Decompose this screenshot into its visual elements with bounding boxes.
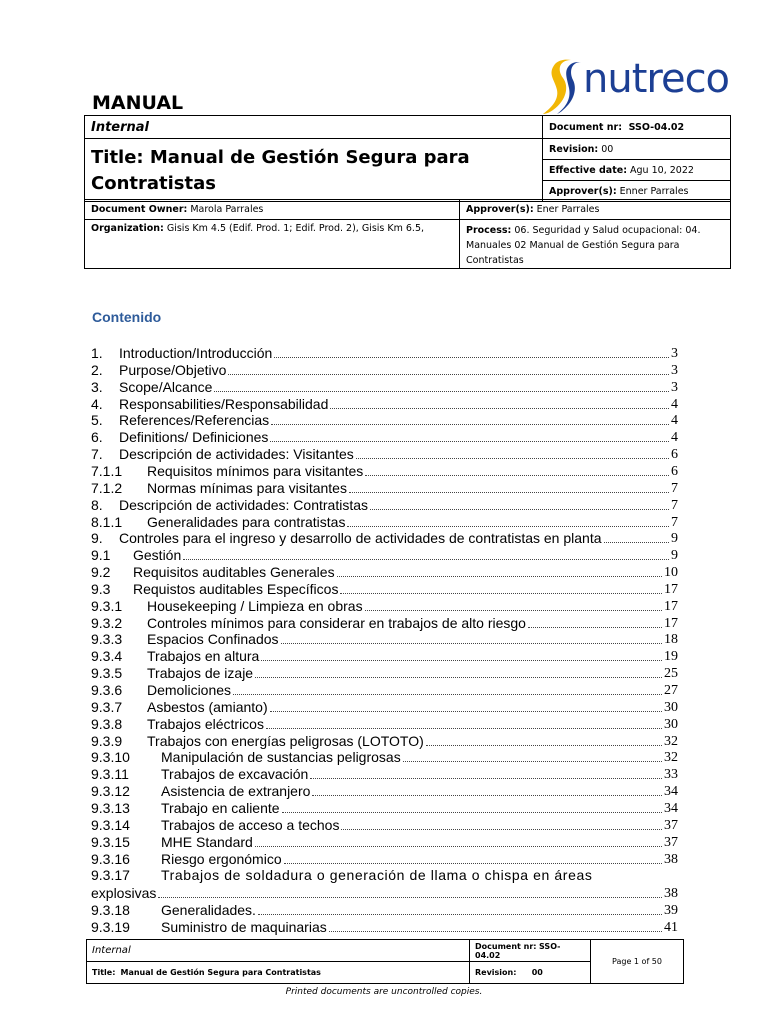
toc-entry-title: Asistencia de extranjero bbox=[161, 783, 311, 800]
toc-entry[interactable] bbox=[91, 817, 678, 834]
toc-leader-dots bbox=[281, 642, 662, 644]
toc-entry-number: 9.1 bbox=[91, 547, 111, 564]
toc-entry-number: 5. bbox=[91, 412, 103, 429]
approvers2-cell bbox=[460, 200, 731, 220]
toc-entry-title: Controles mínimos para considerar en trabajos de alto riesgo bbox=[147, 614, 526, 631]
toc-entry-page: 7 bbox=[671, 480, 678, 496]
toc-entry-number: 1. bbox=[91, 345, 103, 361]
toc-entry-number: 9.3.4 bbox=[91, 648, 123, 665]
owner-table bbox=[84, 199, 731, 269]
toc-leader-dots bbox=[233, 693, 662, 695]
toc-entry-number: 7.1.1 bbox=[91, 462, 123, 479]
owner-label: Document Owner: bbox=[91, 204, 188, 215]
toc-leader-dots bbox=[274, 356, 669, 358]
toc-leader-dots bbox=[330, 407, 669, 409]
owner-cell bbox=[85, 200, 460, 220]
toc-entry-title: Trabajos de excavación bbox=[161, 766, 309, 783]
toc-leader-dots bbox=[365, 609, 662, 611]
toc-entry-number: 9.3.12 bbox=[91, 783, 130, 800]
toc-leader-dots bbox=[270, 710, 662, 712]
toc-entry-title: Requisitos mínimos para visitantes bbox=[147, 462, 364, 479]
footer-page: Page 1 of 50 bbox=[591, 940, 684, 984]
toc-entry-continuation[interactable] bbox=[91, 885, 678, 902]
toc-entry-page: 17 bbox=[664, 615, 678, 631]
toc-entry-title: Trabajos de acceso a techos bbox=[161, 816, 340, 833]
approvers: Enner Parrales bbox=[619, 185, 689, 197]
footer-classification: Internal bbox=[87, 940, 470, 962]
toc-leader-dots bbox=[604, 541, 669, 543]
revision: 00 bbox=[601, 143, 614, 155]
toc-entry-title: References/Referencias bbox=[119, 412, 270, 429]
toc-entry[interactable] bbox=[91, 648, 678, 665]
toc-leader-dots bbox=[370, 508, 669, 510]
toc-entry[interactable] bbox=[91, 514, 678, 531]
toc-entry[interactable] bbox=[91, 497, 678, 514]
toc-entry-page: 9 bbox=[671, 548, 678, 564]
toc-entry-number: 9.3.13 bbox=[91, 799, 130, 816]
toc-entry[interactable] bbox=[91, 766, 678, 783]
toc-entry-title: MHE Standard bbox=[161, 833, 253, 850]
document-type: MANUAL bbox=[92, 92, 184, 114]
footer-title: Manual de Gestión Segura para Contratistas bbox=[120, 968, 321, 977]
toc-leader-dots bbox=[158, 896, 662, 898]
toc-entry-title: Descripción de actividades: Visitantes bbox=[119, 446, 354, 463]
toc-entry-page: 39 bbox=[664, 903, 678, 919]
toc-entry-number: 9.3.1 bbox=[91, 597, 123, 614]
toc-entry-number: 9.3.15 bbox=[91, 833, 130, 850]
toc-entry[interactable] bbox=[91, 615, 678, 632]
toc-entry[interactable] bbox=[91, 396, 678, 413]
approvers-label: Approver(s): bbox=[549, 185, 617, 197]
toc-entry-number: 9.3.8 bbox=[91, 715, 123, 732]
toc-leader-dots bbox=[341, 828, 662, 830]
footer-document-nr: SSO-04.02 bbox=[475, 941, 561, 960]
document-nr-cell bbox=[543, 116, 731, 139]
toc-entry-number: 8. bbox=[91, 496, 103, 513]
toc-leader-dots bbox=[261, 659, 662, 661]
toc-entry[interactable] bbox=[91, 783, 678, 800]
toc-entry-number: 9.3.11 bbox=[91, 766, 129, 783]
toc-entry-title: Trabajos de soldadura o generación de llama o chispa en áreas bbox=[161, 867, 593, 884]
toc-entry-title: Introduction/Introducción bbox=[119, 345, 273, 361]
toc-entry-page: 3 bbox=[671, 379, 678, 395]
document-nr: SSO-04.02 bbox=[628, 121, 685, 133]
toc-entry-title: Requisitos auditables Generales bbox=[133, 564, 335, 581]
toc-entry-title-cont: explosivas bbox=[91, 885, 157, 902]
toc-entry-title: Descripción de actividades: Contratistas bbox=[119, 496, 369, 513]
toc-entry[interactable] bbox=[91, 699, 678, 716]
toc-entry-page: 32 bbox=[664, 750, 678, 766]
toc-entry-page: 4 bbox=[671, 396, 678, 412]
toc-leader-dots bbox=[270, 440, 669, 442]
toc-leader-dots bbox=[284, 862, 662, 864]
toc-entry-page: 7 bbox=[671, 497, 678, 513]
toc-entry[interactable] bbox=[91, 800, 678, 817]
toc-entry-title: Demoliciones bbox=[147, 682, 232, 698]
revision-cell bbox=[543, 139, 731, 160]
process-label: Process: bbox=[466, 225, 512, 236]
toc-entry[interactable] bbox=[91, 834, 678, 851]
toc-entry-page: 38 bbox=[664, 851, 678, 867]
toc-entry-number: 6. bbox=[91, 429, 103, 446]
toc-entry-number: 9.3.19 bbox=[91, 918, 130, 935]
toc-entry-title: Gestión bbox=[133, 547, 182, 564]
document-title: Title: Manual de Gestión Segura para Contratistas bbox=[85, 139, 543, 202]
toc-entry-title: Asbestos (amianto) bbox=[147, 698, 268, 715]
footer-revision-cell bbox=[470, 962, 591, 984]
toc-entry[interactable] bbox=[91, 379, 678, 396]
effective-date-label: Effective date: bbox=[549, 164, 627, 176]
toc-entry-number: 9.3.9 bbox=[91, 732, 123, 749]
toc-entry-title: Definitions/ Definiciones bbox=[119, 429, 269, 446]
toc-entry-page: 38 bbox=[664, 886, 678, 902]
toc-entry-page: 33 bbox=[664, 767, 678, 783]
toc-leader-dots bbox=[356, 457, 669, 459]
footer-table bbox=[86, 939, 684, 984]
toc-entry[interactable] bbox=[91, 919, 678, 936]
toc-entry[interactable] bbox=[91, 902, 678, 919]
toc-entry[interactable] bbox=[91, 598, 678, 615]
toc-entry-number: 9.3.3 bbox=[91, 631, 123, 648]
toc-entry-page: 17 bbox=[664, 581, 678, 597]
toc-leader-dots bbox=[329, 930, 662, 932]
toc-entry-title: Requistos auditables Específicos bbox=[133, 580, 339, 597]
toc-leader-dots bbox=[312, 794, 662, 796]
toc-entry-title: Espacios Confinados bbox=[147, 631, 279, 648]
toc-entry-page: 7 bbox=[671, 514, 678, 530]
toc-entry-page: 32 bbox=[664, 733, 678, 749]
toc-entry-number: 9.3.14 bbox=[91, 816, 130, 833]
toc-entry-number: 9.2 bbox=[91, 564, 111, 581]
toc-entry-number: 9.3.6 bbox=[91, 682, 123, 698]
toc-entry-number: 9. bbox=[91, 530, 103, 547]
toc-entry[interactable] bbox=[91, 345, 678, 362]
toc-entry-page: 34 bbox=[664, 784, 678, 800]
toc-entry-number: 9.3 bbox=[91, 580, 111, 597]
toc-entry[interactable] bbox=[91, 547, 678, 564]
swirl-icon bbox=[541, 56, 587, 116]
toc-leader-dots bbox=[255, 845, 662, 847]
toc-entry-number: 9.3.18 bbox=[91, 902, 130, 919]
toc-entry-title: Trabajos eléctricos bbox=[147, 715, 264, 732]
toc-leader-dots bbox=[347, 525, 669, 527]
toc-entry-page: 6 bbox=[671, 463, 678, 479]
header-table bbox=[84, 115, 731, 202]
toc-entry-page: 41 bbox=[664, 919, 678, 935]
approvers2-label: Approver(s): bbox=[466, 204, 534, 215]
toc-entry[interactable] bbox=[91, 682, 678, 699]
toc-entry-number: 9.3.16 bbox=[91, 850, 130, 867]
toc-entry-page: 30 bbox=[664, 699, 678, 715]
brand-wordmark: nutreco bbox=[583, 56, 730, 102]
toc-entry-page: 9 bbox=[671, 531, 678, 547]
revision-label: Revision: bbox=[549, 143, 599, 155]
toc-entry[interactable] bbox=[91, 867, 678, 884]
toc-leader-dots bbox=[214, 390, 669, 392]
toc-leader-dots bbox=[337, 575, 662, 577]
toc-entry-title: Trabajo en caliente bbox=[161, 799, 280, 816]
toc-entry[interactable] bbox=[91, 446, 678, 463]
toc-entry-page: 34 bbox=[664, 800, 678, 816]
effective-date: Agu 10, 2022 bbox=[630, 164, 694, 176]
toc-entry-number: 2. bbox=[91, 361, 103, 378]
toc-entry[interactable] bbox=[91, 631, 678, 648]
toc-leader-dots bbox=[183, 558, 669, 560]
toc-entry-page: 4 bbox=[671, 413, 678, 429]
toc-entry-title: Normas mínimas para visitantes bbox=[147, 479, 347, 496]
toc-entry-number: 9.3.7 bbox=[91, 698, 123, 715]
toc-entry[interactable] bbox=[91, 564, 678, 581]
toc-entry-title: Controles para el ingreso y desarrollo de actividades de contratistas en planta bbox=[119, 530, 602, 547]
toc-entry[interactable] bbox=[91, 665, 678, 682]
toc-entry-number: 9.3.2 bbox=[91, 614, 123, 631]
toc-entry-number: 7. bbox=[91, 446, 103, 463]
toc-entry-title: Scope/Alcance bbox=[119, 378, 213, 395]
process: 06. Seguridad y Salud ocupacional: 04. Manuales 02 Manual de Gestión Segura para Contratistas bbox=[466, 225, 701, 266]
toc-entry-title: Generalidades para contratistas bbox=[147, 513, 346, 530]
effective-date-cell bbox=[543, 160, 731, 181]
toc-leader-dots bbox=[310, 777, 662, 779]
process-cell bbox=[460, 220, 731, 269]
toc-entry-title: Riesgo ergonómico bbox=[161, 850, 282, 867]
toc-entry[interactable] bbox=[91, 362, 678, 379]
toc-entry-title: Trabajos de izaje bbox=[147, 665, 254, 682]
toc-entry-number: 8.1.1 bbox=[91, 513, 123, 530]
toc-entry-page: 6 bbox=[671, 447, 678, 463]
toc-entry-number: 4. bbox=[91, 395, 103, 412]
toc-entry[interactable] bbox=[91, 733, 678, 750]
toc-entry-page: 3 bbox=[671, 346, 678, 361]
toc-leader-dots bbox=[228, 373, 669, 375]
toc-leader-dots bbox=[403, 760, 662, 762]
toc-entry-title: Manipulación de sustancias peligrosas bbox=[161, 749, 401, 766]
toc-entry-title: Responsabilities/Responsabilidad bbox=[119, 395, 329, 412]
toc-entry[interactable] bbox=[91, 463, 678, 480]
toc-leader-dots bbox=[528, 626, 662, 628]
toc-entry-title: Trabajos en altura bbox=[147, 648, 260, 665]
toc-entry-number: 3. bbox=[91, 378, 103, 395]
toc-entry-number: 7.1.2 bbox=[91, 479, 123, 496]
printed-note: Printed documents are uncontrolled copies. bbox=[285, 987, 483, 997]
toc-entry[interactable] bbox=[91, 530, 678, 547]
toc-entry-number: 9.3.17 bbox=[91, 867, 130, 884]
organization: Gisis Km 4.5 (Edif. Prod. 1; Edif. Prod. 2), Gisis Km 6.5, bbox=[166, 223, 425, 234]
nutreco-logo bbox=[541, 54, 736, 116]
toc-entry-page: 25 bbox=[664, 666, 678, 682]
toc-entry-number: 9.3.5 bbox=[91, 665, 123, 682]
toc-leader-dots bbox=[426, 744, 662, 746]
toc-leader-dots bbox=[340, 592, 662, 594]
toc-entry[interactable] bbox=[91, 429, 678, 446]
toc-entry-title: Housekeeping / Limpieza en obras bbox=[147, 597, 363, 614]
footer-revision-label: Revision: bbox=[475, 968, 517, 977]
toc-entry-number: 9.3.10 bbox=[91, 749, 130, 766]
toc-entry-page: 3 bbox=[671, 362, 678, 378]
toc-leader-dots bbox=[282, 811, 662, 813]
toc-entry-page: 18 bbox=[664, 632, 678, 648]
footer-title-cell bbox=[87, 962, 470, 984]
toc-entry-page: 17 bbox=[664, 598, 678, 614]
footer-document-nr-label: Document nr: bbox=[475, 941, 537, 951]
toc-entry[interactable] bbox=[91, 851, 678, 868]
toc-heading: Contenido bbox=[92, 309, 162, 325]
organization-cell bbox=[85, 220, 460, 269]
toc-entry-page: 30 bbox=[664, 716, 678, 732]
classification: Internal bbox=[85, 116, 543, 139]
toc-entry-page: 19 bbox=[664, 649, 678, 665]
toc-leader-dots bbox=[271, 423, 669, 425]
toc-entry-title: Trabajos con energías peligrosas (LOTOTO) bbox=[147, 732, 424, 749]
toc-entry-page: 37 bbox=[664, 817, 678, 833]
toc-entry[interactable] bbox=[91, 716, 678, 733]
footer-revision: 00 bbox=[531, 968, 543, 977]
toc-leader-dots bbox=[255, 676, 662, 678]
organization-label: Organization: bbox=[91, 223, 164, 234]
owner: Marola Parrales bbox=[190, 204, 264, 215]
toc-leader-dots bbox=[349, 491, 669, 493]
toc-entry-page: 27 bbox=[664, 683, 678, 698]
toc-entry[interactable] bbox=[91, 412, 678, 429]
toc-leader-dots bbox=[266, 727, 662, 729]
toc-entry-page: 4 bbox=[671, 430, 678, 446]
toc-entry-title: Suministro de maquinarias bbox=[161, 918, 327, 935]
toc-leader-dots bbox=[258, 913, 662, 915]
toc-entry[interactable] bbox=[91, 749, 678, 766]
toc-entry-page: 37 bbox=[664, 834, 678, 850]
approvers2: Ener Parrales bbox=[536, 204, 600, 215]
footer-title-label: Title: bbox=[92, 968, 116, 977]
toc-entry-title: Purpose/Objetivo bbox=[119, 361, 227, 378]
footer-document-nr-cell bbox=[470, 940, 591, 962]
toc-leader-dots bbox=[365, 474, 669, 476]
toc-entry[interactable] bbox=[91, 480, 678, 497]
document-nr-label: Document nr: bbox=[549, 121, 623, 133]
toc-entry[interactable] bbox=[91, 581, 678, 598]
toc-entry-title: Generalidades. bbox=[161, 902, 256, 919]
toc-entry-page: 10 bbox=[664, 565, 678, 581]
